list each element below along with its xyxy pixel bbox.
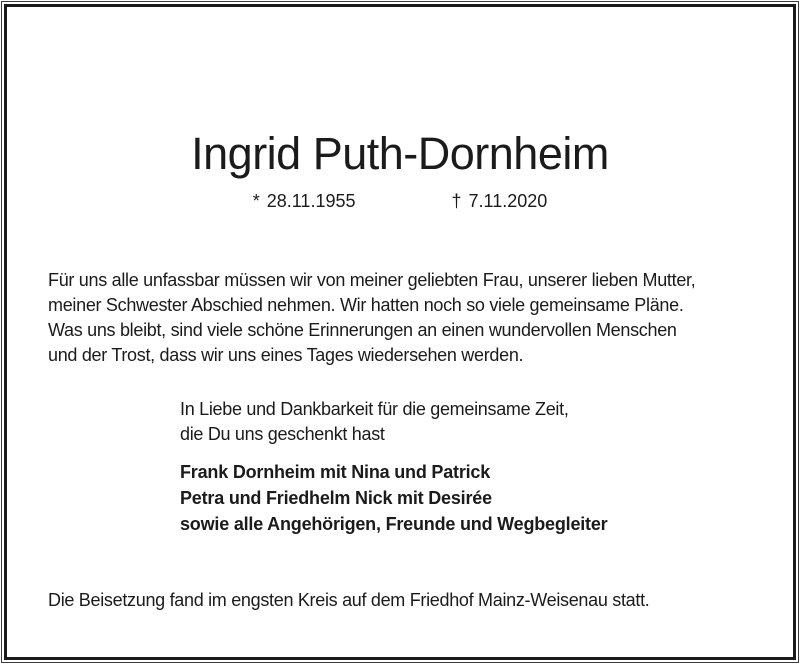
tribute-line: In Liebe und Dankbarkeit für die gemeinsame Zeit, [180, 399, 569, 419]
obituary-line: und der Trost, dass wir uns eines Tages wiedersehen werden. [48, 345, 524, 365]
birth-date-value: 28.11.1955 [266, 191, 356, 211]
mourner-line: Petra und Friedhelm Nick mit Desirée [180, 488, 492, 508]
birth-star-symbol: * [252, 191, 260, 211]
obituary-line: meiner Schwester Abschied nehmen. Wir hatten noch so viele gemeinsame Pläne. [48, 295, 684, 315]
burial-note: Die Beisetzung fand im engsten Kreis auf dem Friedhof Mainz-Weisenau statt. [48, 590, 650, 610]
obituary-line: Für uns alle unfassbar müssen wir von meiner geliebten Frau, unserer lieben Mutter, [48, 270, 696, 290]
tribute-text [180, 397, 569, 447]
birth-date [253, 189, 356, 213]
death-date [452, 189, 548, 213]
mourner-line: sowie alle Angehörigen, Freunde und Wegbegleiter [180, 514, 608, 534]
deceased-name: Ingrid Puth-Dornheim [191, 128, 609, 179]
obituary-line: Was uns bleibt, sind viele schöne Erinnerungen an einen wundervollen Menschen [48, 320, 677, 340]
death-date-value: 7.11.2020 [468, 191, 548, 211]
death-cross-symbol: † [451, 191, 462, 211]
tribute-line: die Du uns geschenkt hast [180, 424, 385, 444]
mourners-list [180, 459, 607, 537]
mourner-line: Frank Dornheim mit Nina und Patrick [180, 462, 491, 482]
life-dates [0, 189, 800, 213]
obituary-paragraph [48, 268, 695, 368]
